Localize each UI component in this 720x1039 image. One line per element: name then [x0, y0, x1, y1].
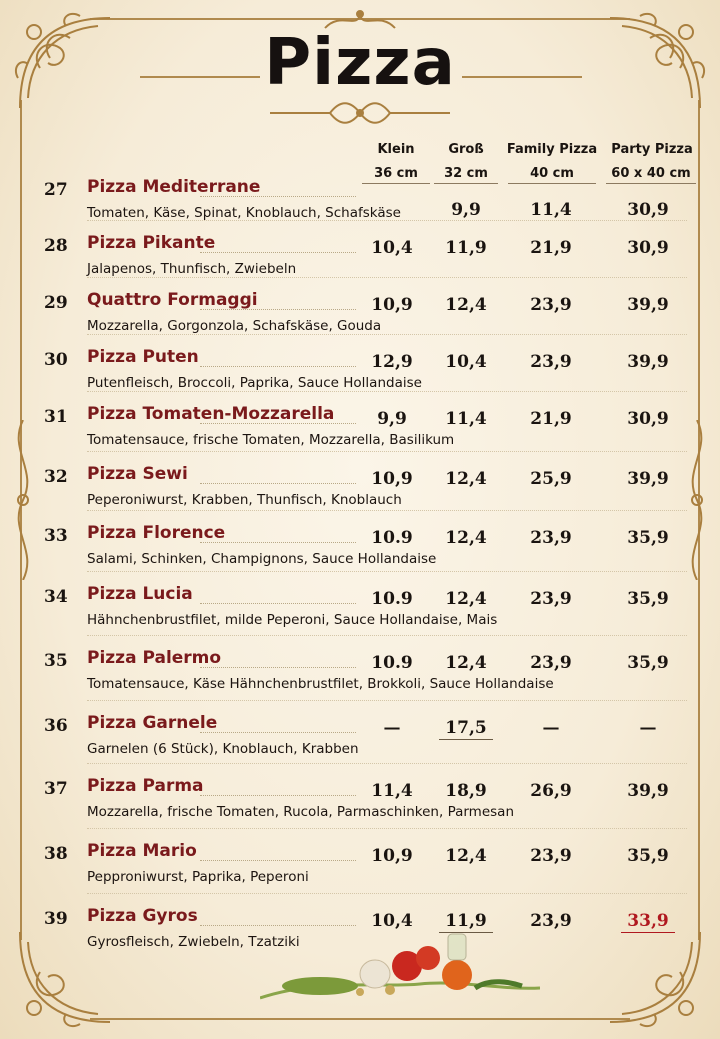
price-value: 11,9 [445, 238, 487, 258]
item-name: Pizza Mediterrane [87, 177, 261, 197]
price-value: 39,9 [627, 781, 669, 801]
price-party [608, 295, 688, 315]
price-klein [352, 653, 432, 673]
price-klein [352, 781, 432, 801]
dotted-leader [200, 252, 356, 253]
price-gross [426, 352, 506, 372]
price-klein [352, 528, 432, 548]
price-value: 10.9 [371, 528, 413, 548]
price-family [511, 469, 591, 489]
price-value: 12,9 [371, 352, 413, 372]
price-value: 23,9 [530, 911, 572, 931]
price-value: 9,9 [451, 200, 481, 220]
price-value: 12,4 [445, 846, 487, 866]
price-value: 17,5 [439, 718, 492, 740]
price-party [608, 781, 688, 801]
item-number: 27 [44, 180, 68, 200]
price-gross [426, 295, 506, 315]
menu-item [0, 172, 720, 232]
price-value: 11,9 [439, 911, 492, 933]
row-separator [87, 893, 687, 894]
price-value: 10,9 [371, 295, 413, 315]
menu-item [0, 643, 720, 703]
price-value: 25,9 [530, 469, 572, 489]
price-klein [352, 409, 432, 429]
row-separator [87, 334, 687, 335]
price-party [608, 469, 688, 489]
item-name: Pizza Palermo [87, 648, 222, 668]
col-head-party: Party Pizza [611, 142, 693, 157]
price-gross [426, 469, 506, 489]
menu-item [0, 771, 720, 831]
price-family [511, 589, 591, 609]
price-gross [426, 846, 506, 866]
price-klein [352, 718, 432, 738]
price-value: 30,9 [627, 238, 669, 258]
item-name: Pizza Gyros [87, 906, 198, 926]
item-name: Pizza Sewi [87, 464, 188, 484]
price-value: 30,9 [627, 200, 669, 220]
row-separator [87, 571, 687, 572]
dotted-leader [200, 860, 356, 861]
price-gross [426, 528, 506, 548]
price-gross [426, 409, 506, 429]
item-name: Pizza Lucia [87, 584, 193, 604]
item-description: Salami, Schinken, Champignons, Sauce Hollandaise [87, 551, 437, 567]
price-family [511, 528, 591, 548]
row-separator [87, 220, 687, 221]
price-party [608, 409, 688, 429]
item-description: Hähnchenbrustfilet, milde Peperoni, Sauce Hollandaise, Mais [87, 612, 498, 628]
dotted-leader [200, 196, 356, 197]
price-value: 11,4 [445, 409, 487, 429]
price-value: 18,9 [445, 781, 487, 801]
price-klein [352, 295, 432, 315]
item-number: 38 [44, 844, 68, 864]
page-title: Pizza [264, 26, 456, 100]
price-value: 11,4 [530, 200, 572, 220]
price-party [608, 200, 688, 220]
price-family [511, 911, 591, 931]
price-value: 10.9 [371, 653, 413, 673]
item-description: Mozzarella, Gorgonzola, Schafskäse, Gouda [87, 318, 382, 334]
dotted-leader [200, 542, 356, 543]
price-family [511, 781, 591, 801]
price-value: 10,4 [445, 352, 487, 372]
price-klein [352, 846, 432, 866]
price-value: 12,4 [445, 469, 487, 489]
menu-item [0, 228, 720, 288]
price-value: 21,9 [530, 409, 572, 429]
dotted-leader [200, 732, 356, 733]
item-name: Pizza Pikante [87, 233, 216, 253]
item-name: Pizza Puten [87, 347, 199, 367]
price-gross [426, 200, 506, 220]
item-number: 32 [44, 467, 68, 487]
price-value: 23,9 [530, 846, 572, 866]
price-value: 23,9 [530, 352, 572, 372]
price-value: 10,4 [371, 238, 413, 258]
price-value: — [383, 718, 401, 738]
item-number: 39 [44, 909, 68, 929]
item-number: 34 [44, 587, 68, 607]
item-description: Tomatensauce, frische Tomaten, Mozzarella, Basilikum [87, 432, 455, 448]
price-klein [352, 238, 432, 258]
price-value: 30,9 [627, 409, 669, 429]
row-separator [87, 828, 687, 829]
col-head-family: Family Pizza [506, 142, 598, 157]
price-value: 23,9 [530, 528, 572, 548]
price-value: 35,9 [627, 846, 669, 866]
price-party [608, 589, 688, 609]
dotted-leader [200, 309, 356, 310]
price-value: 35,9 [627, 528, 669, 548]
price-value: 12,4 [445, 589, 487, 609]
menu-item [0, 285, 720, 345]
dotted-leader [200, 423, 356, 424]
item-description: Jalapenos, Thunfisch, Zwiebeln [87, 261, 297, 277]
row-separator [87, 763, 687, 764]
price-klein [352, 911, 432, 931]
price-gross [426, 238, 506, 258]
menu-item [0, 518, 720, 578]
price-value: 12,4 [445, 653, 487, 673]
price-value: 21,9 [530, 238, 572, 258]
item-number: 35 [44, 651, 68, 671]
price-value: 39,9 [627, 352, 669, 372]
price-klein [352, 352, 432, 372]
dotted-leader [200, 925, 356, 926]
price-gross [426, 911, 506, 931]
menu-item [0, 459, 720, 519]
menu-item [0, 708, 720, 768]
item-name: Pizza Garnele [87, 713, 218, 733]
item-name: Pizza Florence [87, 523, 226, 543]
price-value: 23,9 [530, 653, 572, 673]
vegetables-illustration [260, 930, 540, 1010]
price-party [608, 528, 688, 548]
col-head-klein: Klein [377, 142, 415, 157]
title-rule-right [462, 76, 582, 78]
item-name: Pizza Tomaten-Mozzarella [87, 404, 335, 424]
item-description: Gyrosfleisch, Zwiebeln, Tzatziki [87, 934, 300, 950]
price-value: 12,4 [445, 528, 487, 548]
price-value: 11,4 [371, 781, 413, 801]
price-value: 39,9 [627, 469, 669, 489]
row-separator [87, 451, 687, 452]
item-number: 31 [44, 407, 68, 427]
dotted-leader [200, 603, 356, 604]
price-value: — [639, 718, 657, 738]
price-family [511, 409, 591, 429]
row-separator [87, 635, 687, 636]
col-size-party: 60 x 40 cm [606, 166, 696, 184]
col-size-family: 40 cm [508, 166, 596, 184]
item-description: Mozzarella, frische Tomaten, Rucola, Parmaschinken, Parmesan [87, 804, 515, 820]
price-party [608, 911, 688, 931]
price-gross [426, 718, 506, 738]
price-value: 9,9 [377, 409, 407, 429]
title-rule-left [140, 76, 260, 78]
dotted-leader [200, 667, 356, 668]
col-size-gross: 32 cm [434, 166, 498, 184]
item-number: 28 [44, 236, 68, 256]
price-family [511, 653, 591, 673]
item-description: Peperoniwurst, Krabben, Thunfisch, Knoblauch [87, 492, 402, 508]
menu-item [0, 836, 720, 896]
dotted-leader [200, 795, 356, 796]
item-name: Quattro Formaggi [87, 290, 258, 310]
item-number: 36 [44, 716, 68, 736]
price-value: — [542, 718, 560, 738]
item-number: 30 [44, 350, 68, 370]
price-value: 33,9 [621, 911, 674, 933]
price-party [608, 352, 688, 372]
price-value: 26,9 [530, 781, 572, 801]
price-party [608, 653, 688, 673]
dotted-leader [200, 483, 356, 484]
menu-item [0, 342, 720, 402]
price-value: 10.9 [371, 589, 413, 609]
price-family [511, 846, 591, 866]
price-value: 10,9 [371, 469, 413, 489]
price-family [511, 295, 591, 315]
col-size-klein: 36 cm [362, 166, 430, 184]
item-description: Pepproniwurst, Paprika, Peperoni [87, 869, 309, 885]
price-gross [426, 781, 506, 801]
price-party [608, 718, 688, 738]
price-value: 39,9 [627, 295, 669, 315]
price-gross [426, 653, 506, 673]
item-description: Putenfleisch, Broccoli, Paprika, Sauce Hollandaise [87, 375, 422, 391]
price-family [511, 718, 591, 738]
row-separator [87, 277, 687, 278]
price-klein [352, 469, 432, 489]
menu-item [0, 399, 720, 459]
item-description: Garnelen (6 Stück), Knoblauch, Krabben [87, 741, 359, 757]
menu-item [0, 579, 720, 639]
item-number: 37 [44, 779, 68, 799]
price-value: 35,9 [627, 589, 669, 609]
price-family [511, 238, 591, 258]
price-value: 10,9 [371, 846, 413, 866]
row-separator [87, 510, 687, 511]
price-family [511, 200, 591, 220]
price-value: 12,4 [445, 295, 487, 315]
price-value: 35,9 [627, 653, 669, 673]
row-separator [87, 700, 687, 701]
price-value: 23,9 [530, 295, 572, 315]
dotted-leader [200, 366, 356, 367]
price-value: 23,9 [530, 589, 572, 609]
item-number: 33 [44, 526, 68, 546]
price-party [608, 846, 688, 866]
price-gross [426, 589, 506, 609]
price-party [608, 238, 688, 258]
price-klein [352, 589, 432, 609]
price-family [511, 352, 591, 372]
price-value: 10,4 [371, 911, 413, 931]
item-description: Tomaten, Käse, Spinat, Knoblauch, Schafskäse [87, 205, 401, 221]
col-head-gross: Groß [448, 142, 484, 157]
row-separator [87, 391, 687, 392]
item-name: Pizza Parma [87, 776, 204, 796]
title-flourish [270, 98, 450, 128]
item-name: Pizza Mario [87, 841, 197, 861]
item-description: Tomatensauce, Käse Hähnchenbrustfilet, Brokkoli, Sauce Hollandaise [87, 676, 554, 692]
frame-bottom-line [90, 1018, 630, 1020]
item-number: 29 [44, 293, 68, 313]
